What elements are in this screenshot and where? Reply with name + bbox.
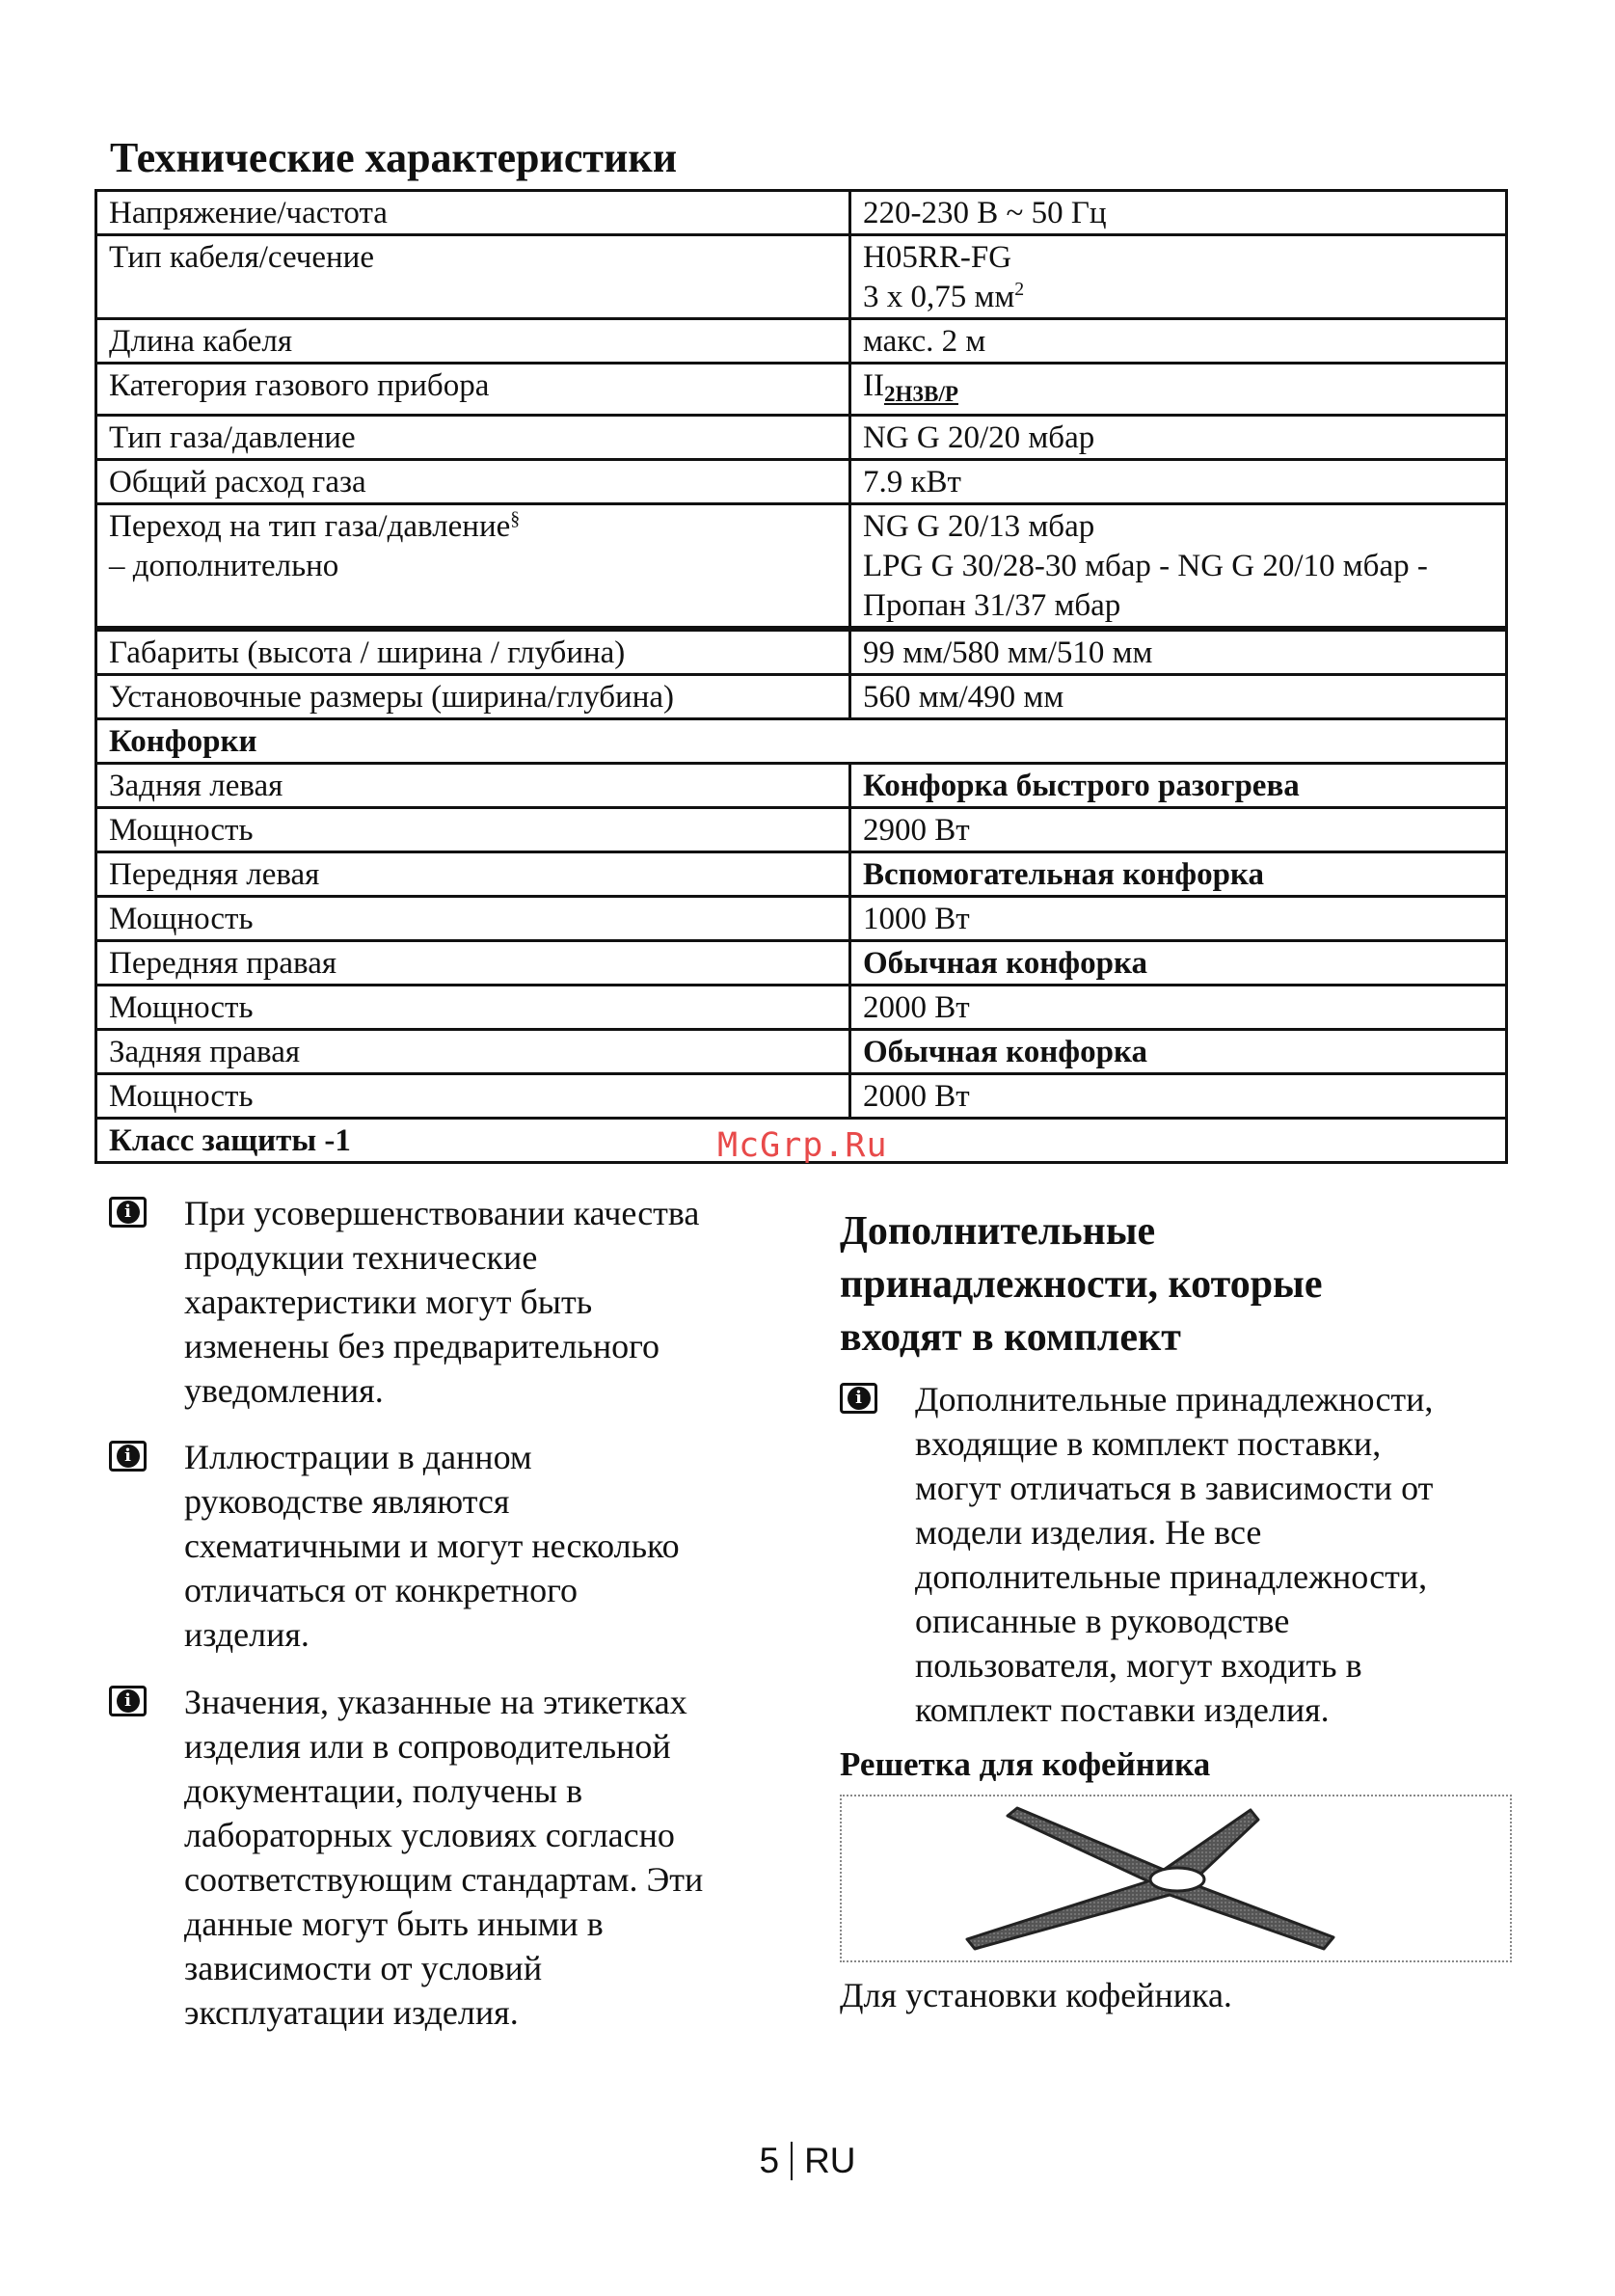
burner-power-label: Мощность — [96, 897, 850, 941]
table-row — [96, 416, 1507, 460]
burner-power-label: Мощность — [96, 808, 850, 852]
table-row — [96, 191, 1507, 235]
burner-power-label: Мощность — [96, 986, 850, 1030]
accessories-title: Дополнительные принадлежности, которые входят в комплект — [840, 1209, 1323, 1360]
table-row — [96, 764, 1507, 808]
info-note — [840, 1377, 1534, 1732]
spec-value-line: NG G 20/13 мбар — [863, 509, 1095, 544]
burner-power: 2000 Вт — [850, 986, 1507, 1030]
spec-value: 560 мм/490 мм — [850, 675, 1507, 719]
table-row — [96, 986, 1507, 1030]
specifications-table — [94, 189, 1508, 1164]
table-section-row — [96, 719, 1507, 764]
burner-type: Обычная конфорка — [850, 1030, 1507, 1074]
spec-value — [850, 235, 1507, 319]
burner-power: 2900 Вт — [850, 808, 1507, 852]
info-note — [109, 1680, 784, 2035]
spec-value — [850, 364, 1507, 416]
burner-position: Передняя левая — [96, 852, 850, 897]
info-icon: i — [109, 1441, 147, 1472]
info-icon: i — [109, 1197, 147, 1228]
spec-value-line: H05RR-FG — [863, 240, 1012, 275]
spec-value-line: LPG G 30/28-30 мбар - NG G 20/10 мбар - — [863, 549, 1428, 583]
footer-divider — [791, 2142, 793, 2180]
table-row — [96, 504, 1507, 630]
burner-type: Конфорка быстрого разогрева — [850, 764, 1507, 808]
spec-value: макс. 2 м — [850, 319, 1507, 364]
spec-label: Напряжение/частота — [96, 191, 850, 235]
table-row — [96, 319, 1507, 364]
note-text: Дополнительные принадлежности, входящие в комплект поставки, могут отличаться в зависимости от модели изделия. Не все дополнительные принадлежности, описанные в руководстве пользователя, могут входить в комплект поставки изделия. — [915, 1380, 1434, 1729]
burner-position: Задняя левая — [96, 764, 850, 808]
coffee-grate-image — [840, 1795, 1512, 1962]
coffee-grate-illustration — [842, 1796, 1514, 1964]
info-note — [109, 1191, 784, 1413]
spec-value: NG G 20/20 мбар — [850, 416, 1507, 460]
table-row — [96, 460, 1507, 504]
info-note — [109, 1435, 784, 1657]
info-icon: i — [109, 1686, 147, 1716]
note-text: При усовершенствовании качества продукции технические характеристики могут быть изменены без предварительного уведомления. — [184, 1194, 700, 1410]
page-footer — [0, 2141, 1615, 2181]
burner-power: 2000 Вт — [850, 1074, 1507, 1119]
spec-label: Габариты (высота / ширина / глубина) — [96, 629, 850, 675]
spec-label: Установочные размеры (ширина/глубина) — [96, 675, 850, 719]
spec-value: 99 мм/580 мм/510 мм — [850, 629, 1507, 675]
burner-position: Передняя правая — [96, 941, 850, 986]
note-text: Иллюстрации в данном руководстве являются схематичными и могут несколько отличаться от конкретного изделия. — [184, 1438, 680, 1654]
table-row — [96, 364, 1507, 416]
burner-type: Вспомогательная конфорка — [850, 852, 1507, 897]
table-row — [96, 852, 1507, 897]
table-row — [96, 629, 1507, 675]
table-row — [96, 235, 1507, 319]
spec-value: 7.9 кВт — [850, 460, 1507, 504]
spec-label: Длина кабеля — [96, 319, 850, 364]
table-row — [96, 1030, 1507, 1074]
spec-value: 220-230 В ~ 50 Гц — [850, 191, 1507, 235]
table-row — [96, 897, 1507, 941]
page-number: 5 — [759, 2141, 780, 2180]
spec-label — [96, 504, 850, 630]
table-row — [96, 1074, 1507, 1119]
burner-power-label: Мощность — [96, 1074, 850, 1119]
watermark: McGrp.Ru — [717, 1126, 888, 1165]
table-row — [96, 675, 1507, 719]
spec-label: Тип газа/давление — [96, 416, 850, 460]
spec-label: Тип кабеля/сечение — [96, 235, 850, 319]
page-title: Технические характеристики — [110, 134, 678, 181]
accessory-caption: Для установки кофейника. — [840, 1976, 1232, 2014]
burner-type: Обычная конфорка — [850, 941, 1507, 986]
spec-value-line: 3 x 0,75 мм — [863, 280, 1015, 314]
table-row — [96, 808, 1507, 852]
spec-value-line: Пропан 31/37 мбар — [863, 588, 1121, 623]
superscript: 2 — [1014, 279, 1025, 300]
spec-label-line: – дополнительно — [109, 549, 339, 583]
burner-power: 1000 Вт — [850, 897, 1507, 941]
language-code: RU — [804, 2141, 856, 2180]
note-text: Значения, указанные на этикетках изделия или в сопроводительной документации, получены в лабораторных условиях согласно соответствующим стандартам. Эти данные могут быть иными в зависимости от условий эксплуатации изделия. — [184, 1683, 704, 2032]
spec-label: Категория газового прибора — [96, 364, 850, 416]
table-row — [96, 941, 1507, 986]
subscript: 2H3B/P — [883, 381, 958, 406]
spec-label-line: Переход на тип газа/давление — [109, 509, 511, 544]
section-header: Конфорки — [96, 719, 1507, 764]
accessory-item-title: Решетка для кофейника — [840, 1745, 1211, 1783]
superscript: § — [510, 508, 521, 529]
burner-position: Задняя правая — [96, 1030, 850, 1074]
spec-value — [850, 504, 1507, 630]
spec-label: Общий расход газа — [96, 460, 850, 504]
spec-value-main: II — [863, 368, 884, 403]
protection-class: Класс защиты -1 — [96, 1119, 1507, 1163]
info-icon: i — [840, 1383, 877, 1414]
